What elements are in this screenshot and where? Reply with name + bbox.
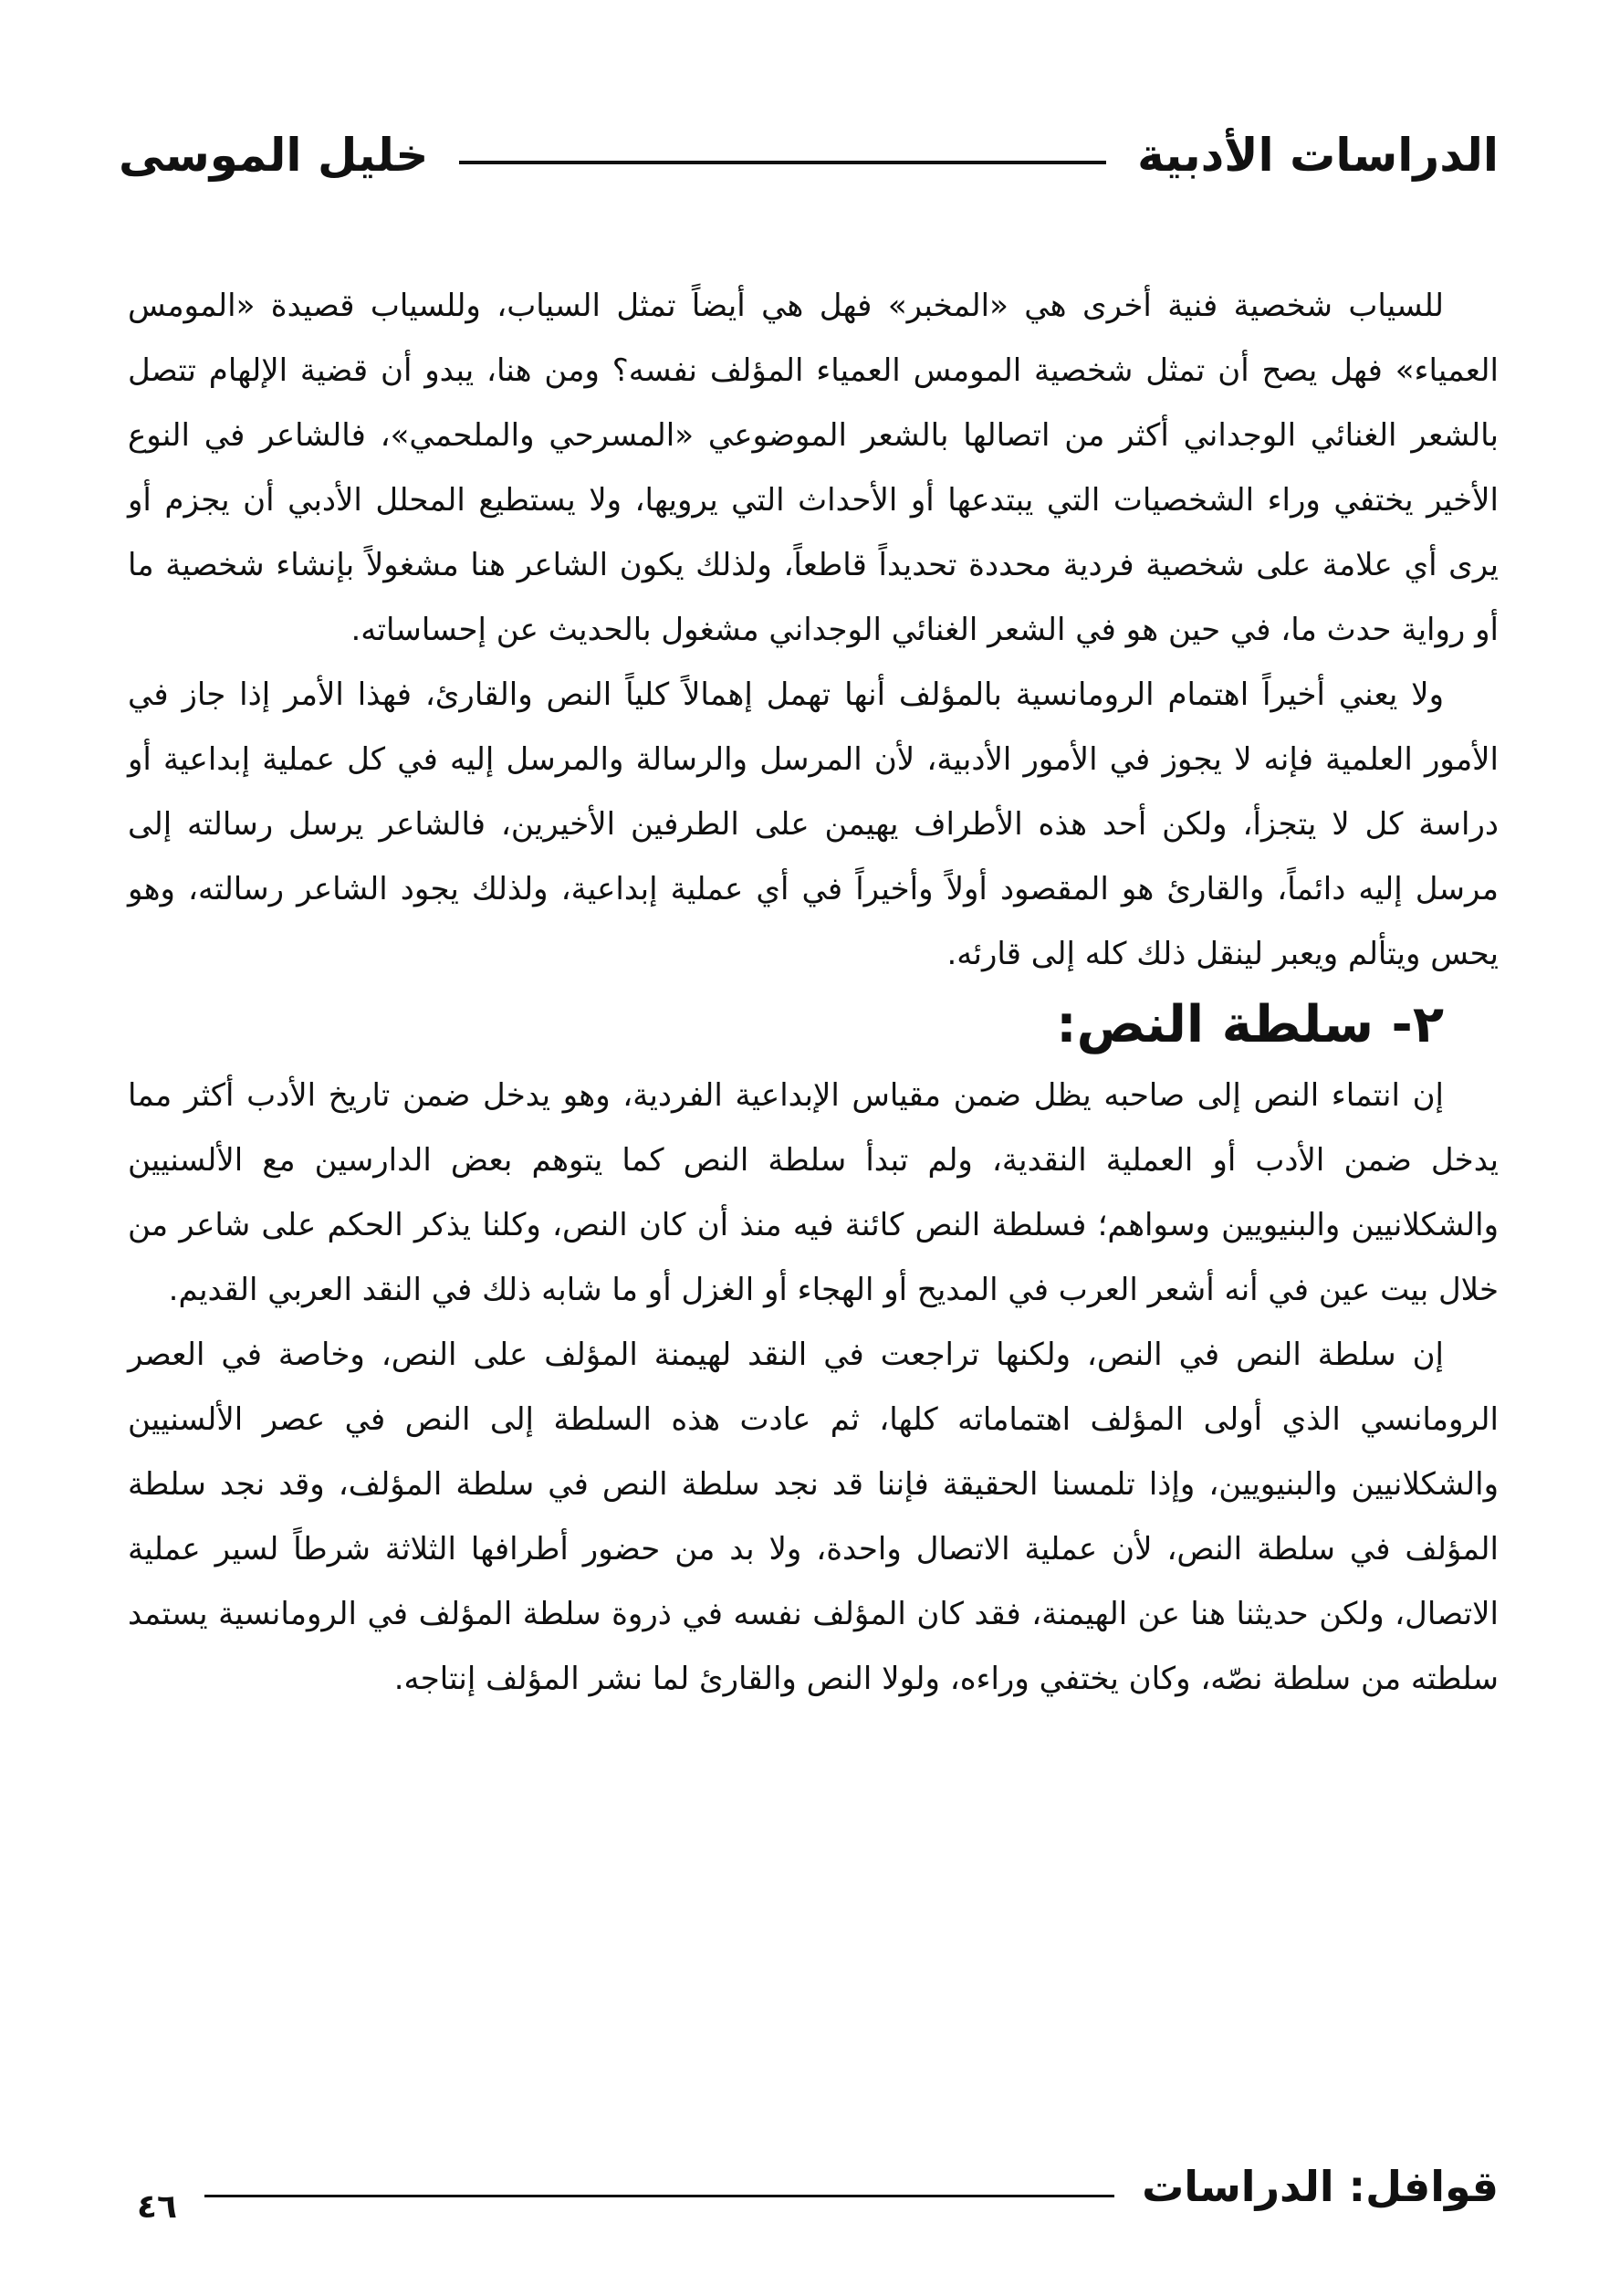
page-number: ٤٦ xyxy=(137,2187,177,2226)
body-text xyxy=(128,274,1499,1712)
paragraph: إن انتماء النص إلى صاحبه يظل ضمن مقياس الإبداعية الفردية، وهو يدخل ضمن تاريخ الأدب أكثر مما يدخل ضمن الأدب أو العملية النقدية، ولم تبدأ سلطة النص كما يتوهم بعض الدارسين مع الألسنيين والشكلانيين والبنيويين وسواهم؛ فسلطة النص كائنة فيه منذ أن كان النص، وكلنا يذكر الحكم على شاعر من خلال بيت عين في أنه أشعر العرب في المديح أو الهجاء أو الغزل أو ما شابه ذلك في النقد العربي القديم. xyxy=(128,1077,1499,1308)
section-heading: ٢- سلطة النص: xyxy=(1056,995,1444,1054)
running-header xyxy=(119,119,1499,192)
header-author: خليل الموسى xyxy=(119,129,429,182)
paragraph: للسياب شخصية فنية أخرى هي «المخبر» فهل هي أيضاً تمثل السياب، وللسياب قصيدة «المومس العمياء» فهل يصح أن تمثل شخصية المومس العمياء المؤلف نفسه؟ ومن هنا، يبدو أن قضية الإلهام تتصل بالشعر الغنائي الوجداني أكثر من اتصالها بالشعر الموضوعي «المسرحي والملحمي»، فالشاعر في النوع الأخير يختفي وراء الشخصيات التي يبتدعها أو الأحداث التي يرويها، ولا يستطيع المحلل الأدبي أن يجزم أو يرى أي علامة على شخصية فردية محددة تحديداً قاطعاً، ولذلك يكون الشاعر هنا مشغولاً بإنشاء شخصية ما أو رواية حدث ما، في حين هو في الشعر الغنائي الوجداني مشغول بالحديث عن إحساساته. xyxy=(128,288,1499,648)
paragraph: إن سلطة النص في النص، ولكنها تراجعت في النقد لهيمنة المؤلف على النص، وخاصة في العصر الرومانسي الذي أولى المؤلف اهتماماته كلها، ثم عادت هذه السلطة إلى النص في عصر الألسنيين والشكلانيين والبنيويين، وإذا تلمسنا الحقيقة فإننا قد نجد سلطة النص في سلطة المؤلف، وقد نجد سلطة المؤلف في سلطة النص، لأن عملية الاتصال واحدة، ولا بد من حضور أطرافها الثلاثة شرطاً لسير عملية الاتصال، ولكن حديثنا هنا عن الهيمنة، فقد كان المؤلف نفسه في ذروة سلطة المؤلف في الرومانسية يستمد سلطته من سلطة نصّه، وكان يختفي وراءه، ولولا النص والقارئ لما نشر المؤلف إنتاجه. xyxy=(128,1337,1499,1697)
footer-divider xyxy=(204,2195,1114,2197)
paragraph: ولا يعني أخيراً اهتمام الرومانسية بالمؤلف أنها تهمل إهمالاً كلياً النص والقارئ، فهذا الأمر إذا جاز في الأمور العلمية فإنه لا يجوز في الأمور الأدبية، لأن المرسل والرسالة والمرسل إليه في كل عملية إبداعية أو دراسة كل لا يتجزأ، ولكن أحد هذه الأطراف يهيمن على الطرفين الأخيرين، فالشاعر يرسل رسالته إلى مرسل إليه دائماً، والقارئ هو المقصود أولاً وأخيراً في أي عملية إبداعية، ولذلك يجود الشاعر رسالته، وهو يحس ويتألم ويعبر لينقل ذلك كله إلى قارئه. xyxy=(128,676,1499,972)
footer-series-label: قوافل: الدراسات xyxy=(1142,2162,1499,2211)
running-footer xyxy=(137,2154,1499,2226)
header-divider xyxy=(459,161,1106,164)
header-title: الدراسات الأدبية xyxy=(1137,129,1499,182)
